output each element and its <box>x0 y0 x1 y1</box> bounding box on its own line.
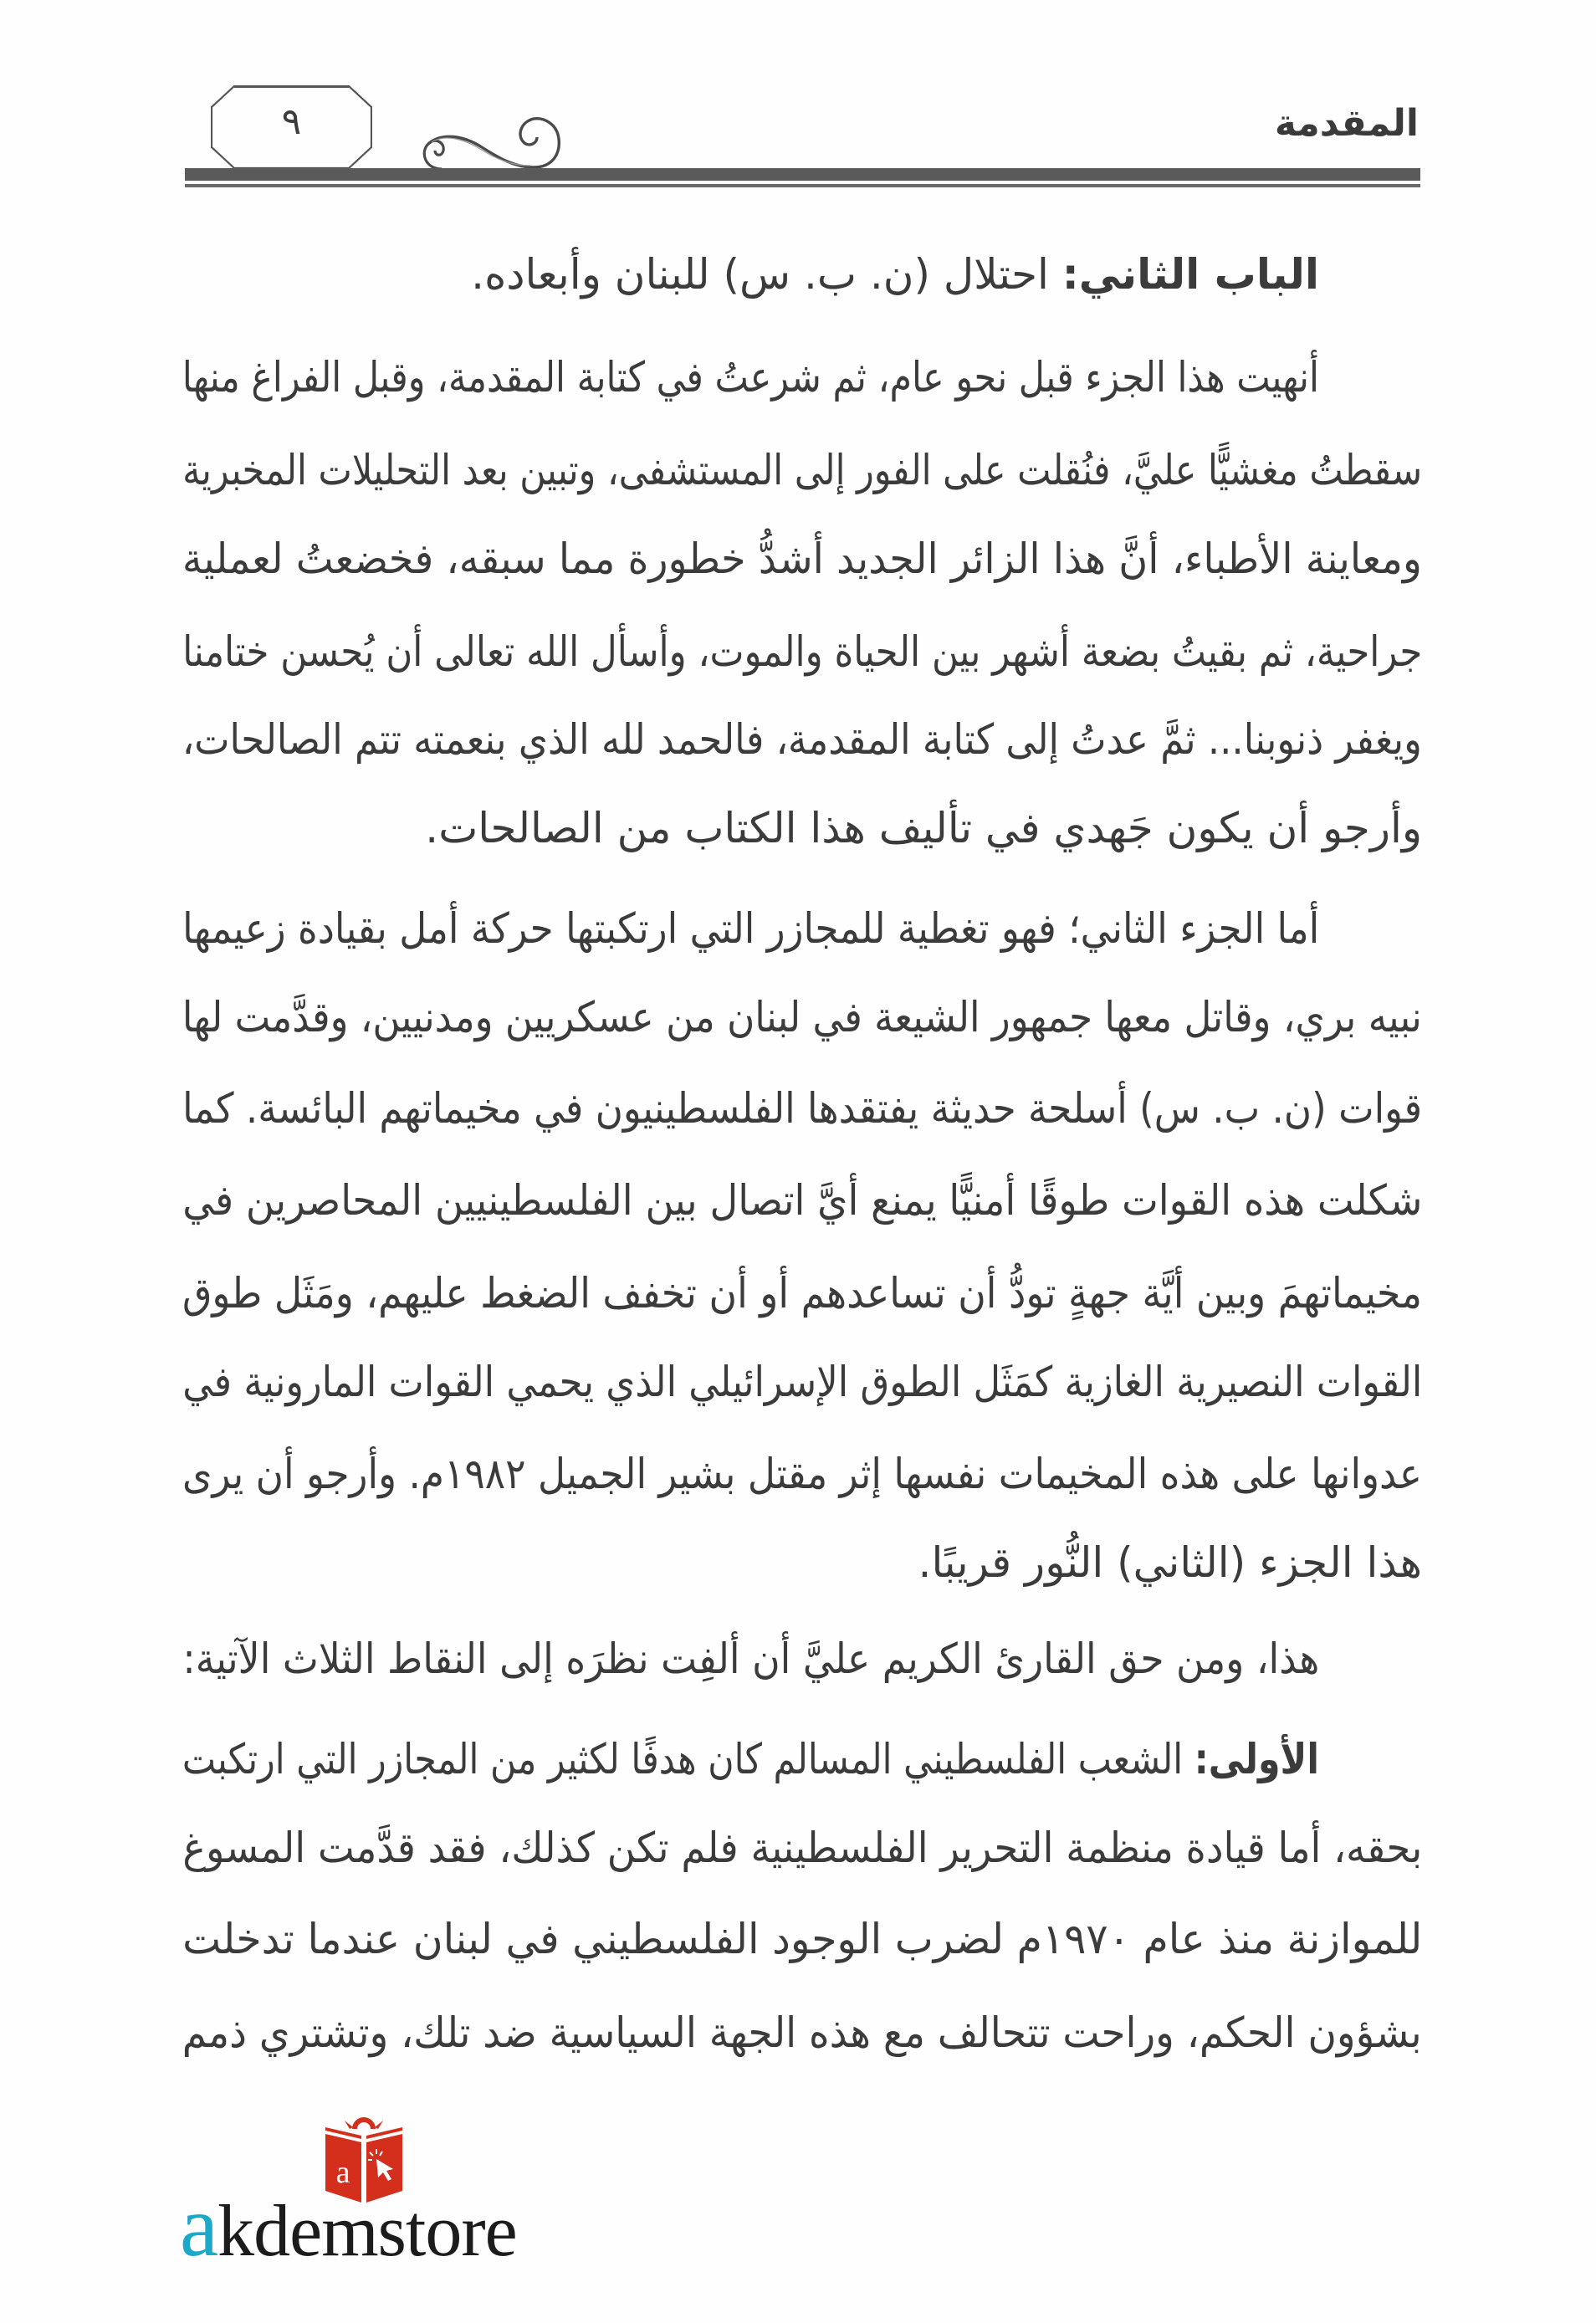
paragraph-line: وأرجو أن يكون جَهدي في تأليف هذا الكتاب من الصالحات. <box>425 804 1422 852</box>
heading-line <box>471 245 1319 304</box>
point-label: الأولى: <box>1194 1735 1319 1783</box>
header-rule-thick <box>185 168 1420 181</box>
page-number: ٩ <box>281 100 302 143</box>
paragraph-line: أنهيت هذا الجزء قبل نحو عام، ثم شرعتُ في كتابة المقدمة، وقبل الفراغ منها <box>182 353 1319 402</box>
paragraph-line: هذا، ومن حق القارئ الكريم عليَّ أن ألفِت نظرَه إلى النقاط الثلاث الآتية: <box>182 1635 1319 1683</box>
logo-icon-letter: a <box>335 2155 350 2190</box>
page-number-frame <box>211 85 372 169</box>
paragraph-line: بحقه، أما قيادة منظمة التحرير الفلسطينية فلم تكن كذلك، فقد قدَّمت المسوغ <box>182 1824 1422 1872</box>
paragraph-line <box>182 1730 1319 1788</box>
running-head: المقدمة <box>1274 102 1419 145</box>
wordmark-rest: kdemstore <box>217 2191 517 2272</box>
paragraph-line: جراحية، ثم بقيتُ بضعة أشهر بين الحياة والموت، وأسأل الله تعالى أن يُحسن ختامنا <box>182 627 1422 676</box>
heading-label: الباب الثاني: <box>1061 250 1319 299</box>
paragraph-line: للموازنة منذ عام ١٩٧٠م لضرب الوجود الفلسطيني في لبنان عندما تدخلت <box>182 1915 1422 1963</box>
header-rule-thin <box>185 184 1420 187</box>
paragraph-line: مخيماتهمَ وبين أيَّة جهةٍ تودُّ أن تساعدهم أو أن تخفف الضغط عليهم، ومَثَل طوق <box>182 1269 1422 1318</box>
paragraph-line: ومعاينة الأطباء، أنَّ هذا الزائر الجديد أشدُّ خطورة مما سبقه، فخضعتُ لعملية <box>182 535 1422 583</box>
paragraph-line: أما الجزء الثاني؛ فهو تغطية للمجازر التي ارتكبتها حركة أمل بقيادة زعيمها <box>182 904 1319 953</box>
paragraph-line: سقطتُ مغشيًّا عليَّ، فنُقلت على الفور إلى المستشفى، وتبين بعد التحليلات المخبرية <box>182 446 1422 494</box>
akdemstore-wordmark <box>180 2178 517 2274</box>
paragraph-line: هذا الجزء (الثاني) النُّور قريبًا. <box>918 1538 1422 1587</box>
scroll-ornament-icon <box>417 114 564 171</box>
paragraph-line: ويغفر ذنوبنا... ثمَّ عدتُ إلى كتابة المقدمة، فالحمد لله الذي بنعمته تتم الصالحات، <box>182 715 1422 764</box>
paragraph-line: عدوانها على هذه المخيمات نفسها إثر مقتل بشير الجميل ١٩٨٢م. وأرجو أن يرى <box>182 1450 1422 1498</box>
paragraph-line: القوات النصيرية الغازية كمَثَل الطوق الإسرائيلي الذي يحمي القوات المارونية في <box>182 1358 1422 1406</box>
paragraph-line: بشؤون الحكم، وراحت تتحالف مع هذه الجهة السياسية ضد تلك، وتشتري ذمم <box>182 2008 1422 2057</box>
paragraph-line: شكلت هذه القوات طوقًا أمنيًّا يمنع أيَّ اتصال بين الفلسطينيين المحاصرين في <box>182 1176 1422 1225</box>
heading-text: احتلال (ن. ب. س) للبنان وأبعاده. <box>471 250 1062 299</box>
wordmark-accent: a <box>180 2178 218 2274</box>
paragraph-line: قوات (ن. ب. س) أسلحة حديثة يفتقدها الفلسطينيون في مخيماتهم البائسة. كما <box>182 1084 1422 1133</box>
point-text: الشعب الفلسطيني المسالم كان هدفًا لكثير من المجازر التي ارتكبت <box>182 1735 1194 1783</box>
paragraph-line: نبيه بري، وقاتل معها جمهور الشيعة في لبنان من عسكريين ومدنيين، وقدَّمت لها <box>182 993 1422 1041</box>
